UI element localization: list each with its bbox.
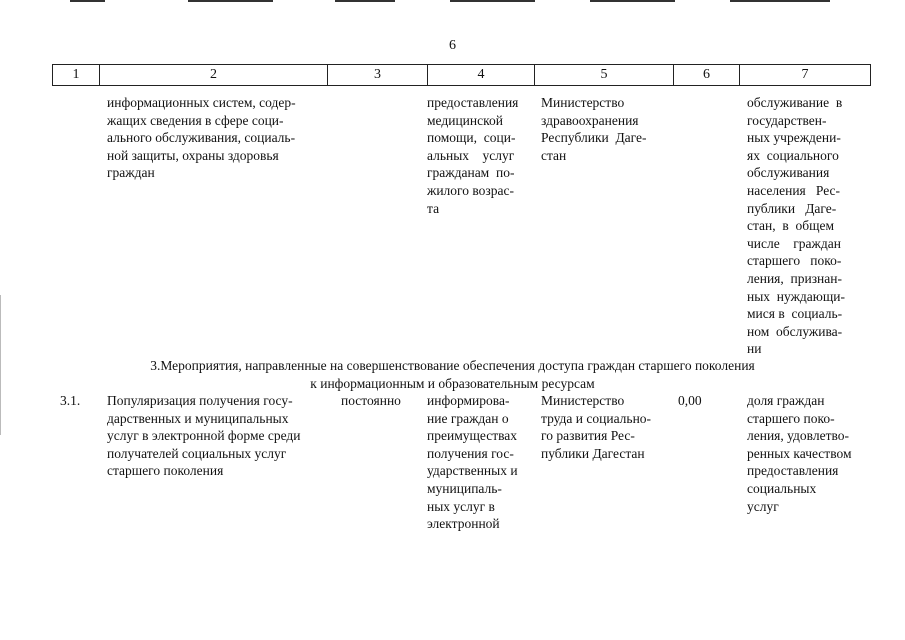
col-header-4: 4 bbox=[428, 65, 535, 86]
col-header-7: 7 bbox=[740, 65, 871, 86]
row-3-1-indicator: доля граждан старшего поко- ления, удовлетво- ренных качеством предоставления социальных услуг bbox=[747, 393, 852, 514]
scan-top-line-1 bbox=[70, 0, 105, 2]
col-header-2: 2 bbox=[100, 65, 328, 86]
section-heading-line-2: к информационным и образовательным ресурсам bbox=[310, 375, 595, 391]
scan-top-line-3 bbox=[335, 0, 395, 2]
row-3-1-description: информирова- ние граждан о преимуществах получения гос- ударственных и муниципаль- ных услуг в электронной bbox=[427, 393, 518, 532]
cont-row-col7: обслуживание в государствен- ных учреждени- ях социального обслуживания населения Рес- публики Даге- стан, в общем числе граждан старшего поко- ления, признан- ных нуждающи- мися в социаль- ном обслужива- ни bbox=[747, 95, 845, 357]
scan-top-line-2 bbox=[188, 0, 273, 2]
col-header-3: 3 bbox=[328, 65, 428, 86]
col-header-6: 6 bbox=[674, 65, 740, 86]
section-heading-line-1: 3.Мероприятия, направленные на совершенствование обеспечения доступа граждан старшего поколения bbox=[150, 358, 755, 373]
section-heading bbox=[0, 357, 905, 392]
page-number: 6 bbox=[449, 38, 456, 53]
scan-top-line-6 bbox=[730, 0, 830, 2]
col-header-5: 5 bbox=[535, 65, 674, 86]
row-3-1-number: 3.1. bbox=[60, 393, 81, 408]
scan-top-line-5 bbox=[590, 0, 675, 2]
row-3-1-funding: 0,00 bbox=[678, 393, 702, 408]
column-number-header bbox=[52, 64, 871, 86]
col-header-1: 1 bbox=[53, 65, 100, 86]
row-3-1-executor: Министерство труда и социально- го развития Рес- публики Дагестан bbox=[541, 393, 652, 461]
cont-row-col4: предоставления медицинской помощи, соци- альных услуг гражданам по- жилого возрас- та bbox=[427, 95, 519, 216]
scan-top-line-4 bbox=[450, 0, 535, 2]
cont-row-col2: информационных систем, содер- жащих сведения в сфере соци- ального обслуживания, социаль- ной защиты, охраны здоровья граждан bbox=[107, 95, 296, 181]
cont-row-col5: Министерство здравоохранения Республики Даге- стан bbox=[541, 95, 647, 163]
row-3-1-activity: Популяризация получения госу- дарственных и муниципальных услуг в электронной форме среди получателей социальных услуг старшего поколения bbox=[107, 393, 301, 479]
row-3-1-period: постоянно bbox=[341, 393, 401, 408]
